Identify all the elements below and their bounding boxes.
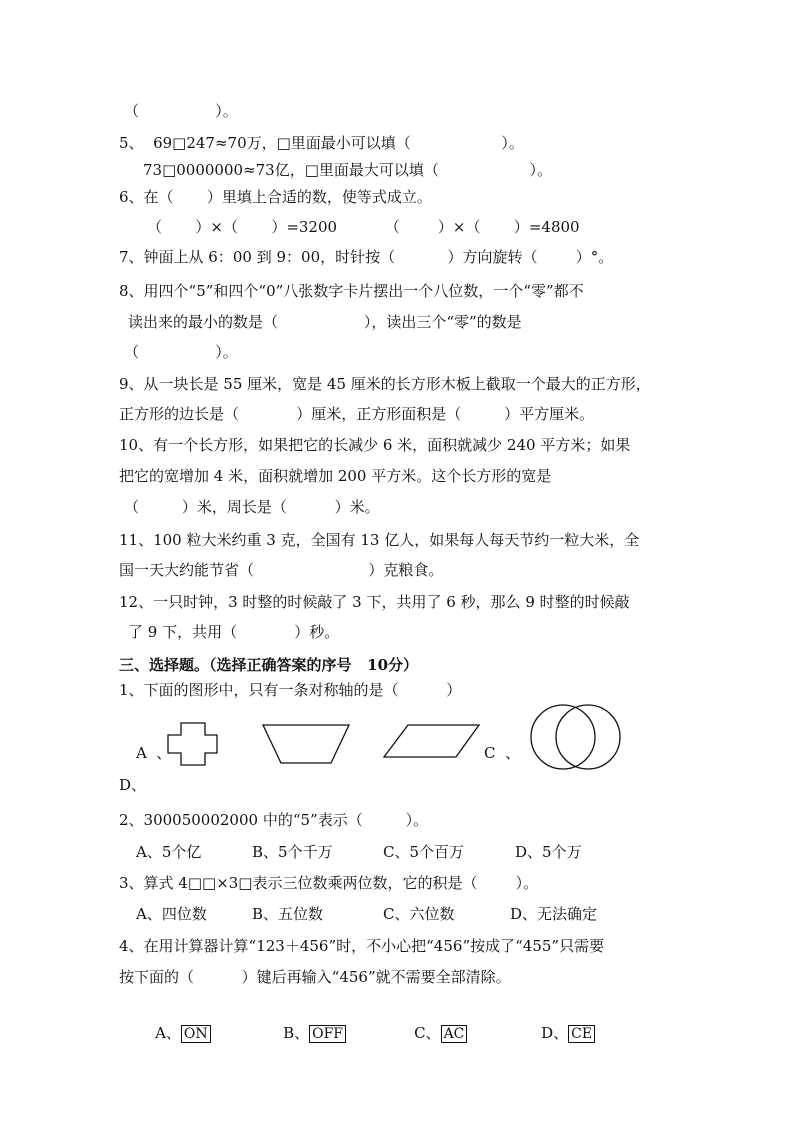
- q11-line-2: 国一天大约能节省（ ）克粮食。: [119, 561, 444, 579]
- q4-option-d-prefix: D、: [541, 1024, 569, 1042]
- q3-option-b: B、五位数: [252, 905, 324, 923]
- q3-option-d: D、无法确定: [510, 905, 598, 923]
- on-key-icon: ON: [181, 1025, 211, 1043]
- q12-line-2: 了 9 下，共用（ ）秒。: [128, 623, 340, 641]
- q6-line-1: 6、在（ ）里填上合适的数，使等式成立。: [119, 188, 432, 206]
- q2-option-b: B、5个千万: [252, 843, 333, 861]
- q2-option-a: A、5个亿: [136, 843, 202, 861]
- trapezoid-shape: [263, 725, 349, 763]
- shape-label-a: A 、: [136, 744, 172, 762]
- q10-line-3: （ ）米，周长是（ ）米。: [124, 498, 380, 516]
- q9-line-1: 9、从一块长是 55 厘米，宽是 45 厘米的长方形木板上截取一个最大的正方形，: [119, 375, 651, 393]
- section-three-heading: 三、选择题。（选择正确答案的序号 10分）: [119, 656, 419, 674]
- q10-line-1: 10、有一个长方形，如果把它的长减少 6 米，面积就减少 240 平方米；如果: [119, 436, 631, 454]
- shape-label-d: D、: [119, 776, 147, 794]
- q12-line-1: 12、一只时钟，3 时整的时候敲了 3 下，共用了 6 秒，那么 9 时整的时候敲: [119, 593, 630, 611]
- q6-line-2: （ ）×（ ）=3200 （ ）×（ ）=4800: [147, 218, 580, 236]
- q2-option-d: D、5个万: [515, 843, 582, 861]
- q11-line-1: 11、100 粒大米约重 3 克，全国有 13 亿人，如果每人每天节约一粒大米，全: [119, 531, 640, 549]
- q8-line-1: 8、用四个“5”和四个“0”八张数字卡片摆出一个八位数，一个“零”都不: [119, 282, 584, 300]
- q3-option-c: C、六位数: [383, 905, 455, 923]
- mc-q4-line-2: 按下面的（ ）键后再输入“456”就不需要全部清除。: [119, 968, 511, 986]
- q4-option-c-prefix: C、: [414, 1024, 441, 1042]
- right-circle: [556, 705, 620, 769]
- q3-option-a: A、四位数: [136, 905, 207, 923]
- q9-line-2: 正方形的边长是（ ）厘米，正方形面积是（ ）平方厘米。: [119, 405, 595, 423]
- mc-q1-line: 1、下面的图形中，只有一条对称轴的是（ ）: [119, 681, 462, 699]
- q4-option-c: [395, 1003, 467, 1063]
- q4-tail-line: （ ）。: [124, 102, 238, 120]
- q4-option-a: [136, 1003, 211, 1063]
- q4-option-b-prefix: B、: [283, 1024, 310, 1042]
- mc-q4-line-1: 4、在用计算器计算“123＋456”时，不小心把“456”按成了“455”只需要: [119, 937, 605, 955]
- q4-option-b: [264, 1003, 346, 1063]
- q7-line: 7、钟面上从 6：00 到 9：00，时针按（ ）方向旋转（ ）°。: [119, 248, 614, 266]
- mc-q3-line: 3、算式 4□□×3□表示三位数乘两位数，它的积是（ ）。: [119, 874, 539, 892]
- q5-line-2: 73□0000000≈73亿，□里面最大可以填（ ）。: [143, 161, 552, 179]
- shape-label-c: C 、: [484, 744, 521, 762]
- ce-key-icon: CE: [568, 1025, 595, 1043]
- ac-key-icon: AC: [441, 1025, 468, 1043]
- q4-option-d: [522, 1003, 595, 1063]
- off-key-icon: OFF: [309, 1025, 346, 1043]
- mc-q2-line: 2、300050002000 中的“5”表示（ ）。: [119, 811, 429, 829]
- parallelogram-shape: [384, 725, 479, 757]
- q5-line-1: 5、 69□247≈70万，□里面最小可以填（ ）。: [119, 134, 524, 152]
- left-circle: [531, 705, 595, 769]
- q2-option-c: C、5个百万: [383, 843, 465, 861]
- q10-line-2: 把它的宽增加 4 米，面积就增加 200 平方米。这个长方形的宽是: [119, 467, 552, 485]
- q8-line-3: （ ）。: [124, 343, 238, 361]
- cross-shape: [168, 723, 217, 765]
- q4-option-a-prefix: A、: [155, 1024, 181, 1042]
- q8-line-2: 读出来的最小的数是（ ），读出三个“零”的数是: [128, 313, 522, 331]
